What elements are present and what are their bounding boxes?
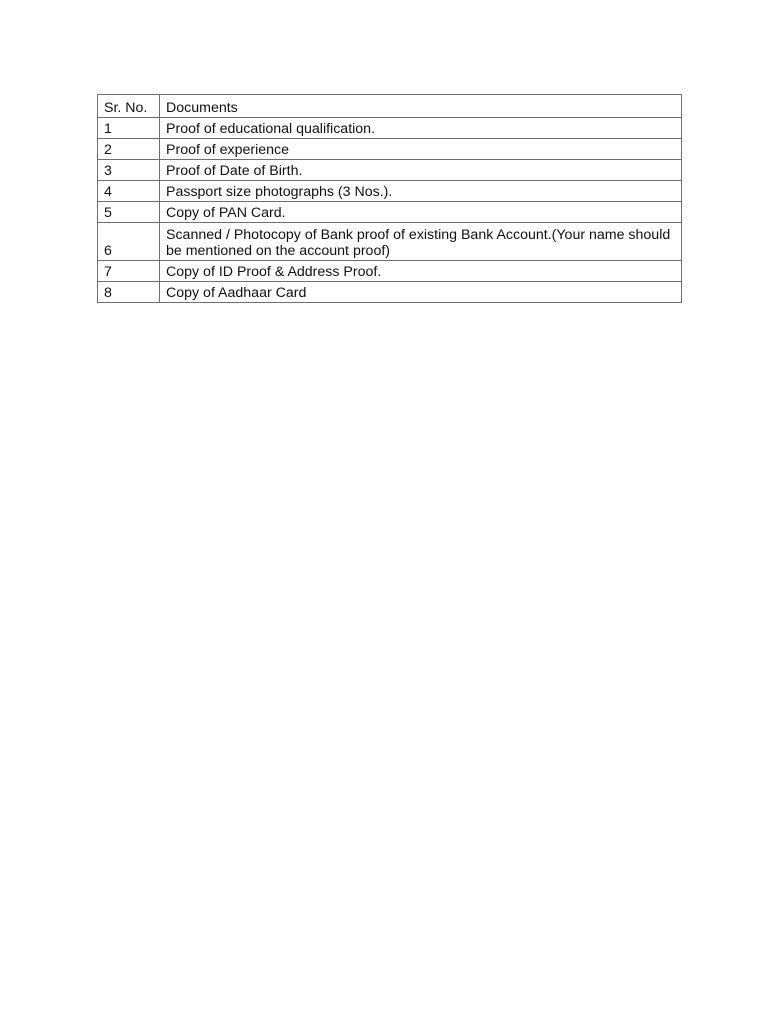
row-number: 4: [98, 181, 160, 202]
table-row: [98, 160, 682, 181]
table-row: [98, 181, 682, 202]
row-number: 7: [98, 261, 160, 282]
row-number: 3: [98, 160, 160, 181]
table-row: [98, 118, 682, 139]
row-number: 5: [98, 202, 160, 223]
row-document: Scanned / Photocopy of Bank proof of existing Bank Account.(Your name should be mentioned on the account proof): [160, 223, 682, 261]
row-document: Passport size photographs (3 Nos.).: [160, 181, 682, 202]
table-row: [98, 202, 682, 223]
header-sr-no: Sr. No.: [98, 95, 160, 118]
row-document: Copy of ID Proof & Address Proof.: [160, 261, 682, 282]
table-row: [98, 139, 682, 160]
table-row: [98, 223, 682, 261]
required-documents-table: [97, 94, 682, 303]
row-number: 6: [98, 223, 160, 261]
row-number: 8: [98, 282, 160, 303]
row-document: Proof of experience: [160, 139, 682, 160]
row-document: Copy of PAN Card.: [160, 202, 682, 223]
row-document: Proof of educational qualification.: [160, 118, 682, 139]
table-row: [98, 261, 682, 282]
table-header-row: [98, 95, 682, 118]
row-document: Proof of Date of Birth.: [160, 160, 682, 181]
row-document: Copy of Aadhaar Card: [160, 282, 682, 303]
table-row: [98, 282, 682, 303]
header-documents: Documents: [160, 95, 682, 118]
row-number: 1: [98, 118, 160, 139]
row-number: 2: [98, 139, 160, 160]
